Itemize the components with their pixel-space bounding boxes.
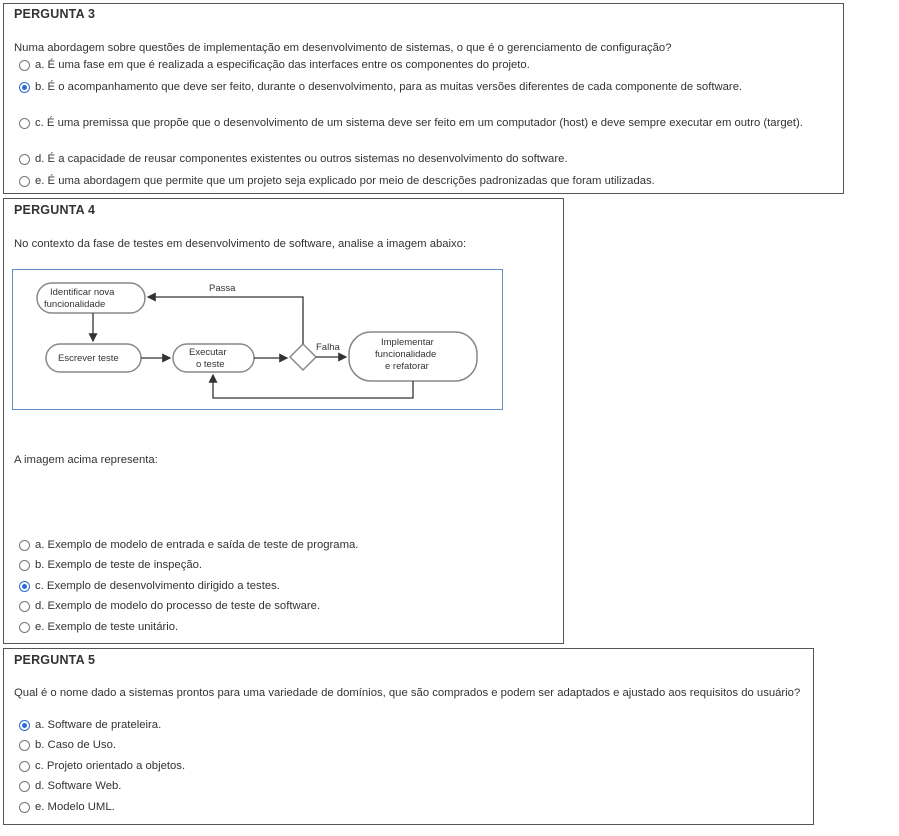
radio-icon[interactable] xyxy=(19,720,30,731)
tdd-diagram xyxy=(12,269,503,410)
option-label: c. É uma premissa que propõe que o desenvolvimento de um sistema deve ser feito em um computador (host) e deve sempre executar em outro (target). xyxy=(35,117,803,129)
question-5-text: Qual é o nome dado a sistemas prontos para uma variedade de domínios, que são comprados e podem ser adaptados e ajustado aos requisitos do usuário? xyxy=(14,687,801,699)
question-5-option-d[interactable] xyxy=(19,780,799,793)
radio-icon[interactable] xyxy=(19,154,30,165)
option-label: e. É uma abordagem que permite que um projeto seja explicado por meio de descrições padronizadas que foram utilizadas. xyxy=(35,175,655,187)
question-4-title: PERGUNTA 4 xyxy=(14,203,96,217)
option-label: e. Modelo UML. xyxy=(35,801,115,813)
question-4-prompt: A imagem acima representa: xyxy=(14,454,158,466)
radio-icon[interactable] xyxy=(19,802,30,813)
question-5-title: PERGUNTA 5 xyxy=(14,653,96,667)
radio-icon[interactable] xyxy=(19,176,30,187)
option-label: a. É uma fase em que é realizada a especificação das interfaces entre os componentes do projeto. xyxy=(35,59,530,71)
option-label: d. Software Web. xyxy=(35,780,122,792)
option-label: b. É o acompanhamento que deve ser feito, durante o desenvolvimento, para as muitas versões diferentes de cada componente de software. xyxy=(35,81,743,93)
radio-icon[interactable] xyxy=(19,581,30,592)
option-label: b. Exemplo de teste de inspeção. xyxy=(35,559,203,571)
option-label: e. Exemplo de teste unitário. xyxy=(35,621,179,633)
implement-label-1: Implementar xyxy=(381,337,434,348)
question-5-option-b[interactable] xyxy=(19,739,799,752)
pass-label: Passa xyxy=(209,283,236,294)
question-4-option-b[interactable] xyxy=(19,559,554,572)
option-label: d. É a capacidade de reusar componentes existentes ou outros sistemas no desenvolvimento do software. xyxy=(35,153,568,165)
question-3-text: Numa abordagem sobre questões de implementação em desenvolvimento de sistemas, o que é o gerenciamento de configuração? xyxy=(14,42,672,54)
write-test-label: Escrever teste xyxy=(58,353,119,364)
tdd-diagram-svg xyxy=(13,270,502,409)
question-5-panel xyxy=(3,648,814,825)
question-4-option-d[interactable] xyxy=(19,600,554,613)
question-3-title: PERGUNTA 3 xyxy=(14,7,96,21)
question-3-option-c[interactable] xyxy=(19,117,841,130)
radio-icon[interactable] xyxy=(19,761,30,772)
run-test-label-2: o teste xyxy=(196,359,225,370)
question-4-option-a[interactable] xyxy=(19,539,554,552)
question-5-option-e[interactable] xyxy=(19,801,799,814)
radio-icon[interactable] xyxy=(19,560,30,571)
option-label: c. Exemplo de desenvolvimento dirigido a testes. xyxy=(35,580,280,592)
identify-label-1: Identificar nova xyxy=(50,287,115,298)
question-3-option-a[interactable] xyxy=(19,59,834,72)
radio-icon[interactable] xyxy=(19,601,30,612)
radio-icon[interactable] xyxy=(19,540,30,551)
question-3-panel xyxy=(3,3,844,194)
question-4-panel xyxy=(3,198,564,644)
question-4-option-e[interactable] xyxy=(19,621,554,634)
question-5-option-a[interactable] xyxy=(19,719,799,732)
radio-icon[interactable] xyxy=(19,781,30,792)
radio-icon[interactable] xyxy=(19,622,30,633)
radio-icon[interactable] xyxy=(19,60,30,71)
option-label: d. Exemplo de modelo do processo de teste de software. xyxy=(35,600,321,612)
option-label: c. Projeto orientado a objetos. xyxy=(35,760,186,772)
radio-icon[interactable] xyxy=(19,740,30,751)
question-3-option-e[interactable] xyxy=(19,175,834,188)
option-label: b. Caso de Uso. xyxy=(35,739,117,751)
question-4-text: No contexto da fase de testes em desenvolvimento de software, analise a imagem abaixo: xyxy=(14,238,467,250)
question-5-option-c[interactable] xyxy=(19,760,799,773)
fail-label: Falha xyxy=(316,342,340,353)
implement-label-2: funcionalidade xyxy=(375,349,437,360)
radio-icon[interactable] xyxy=(19,118,30,129)
decision-diamond xyxy=(290,344,316,370)
question-4-option-c[interactable] xyxy=(19,580,554,593)
arrow-pass-loop xyxy=(148,297,303,344)
option-label: a. Exemplo de modelo de entrada e saída de teste de programa. xyxy=(35,539,359,551)
implement-label-3: e refatorar xyxy=(385,361,429,372)
question-3-option-b[interactable] xyxy=(19,81,834,94)
question-3-option-d[interactable] xyxy=(19,153,834,166)
run-test-label-1: Executar xyxy=(189,347,227,358)
option-label: a. Software de prateleira. xyxy=(35,719,162,731)
identify-label-2: funcionalidade xyxy=(44,299,106,310)
radio-icon[interactable] xyxy=(19,82,30,93)
